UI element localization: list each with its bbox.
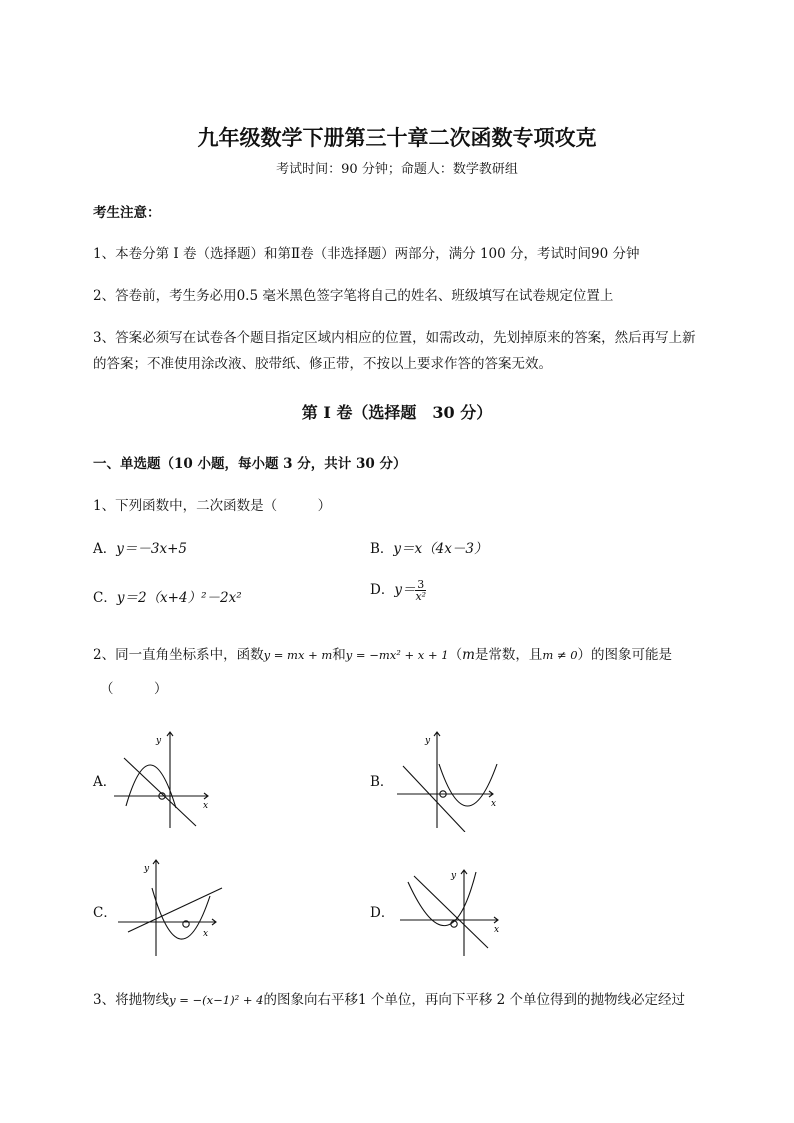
q1-option-c-label: C．: [93, 590, 117, 606]
y-axis-label: y: [144, 864, 150, 874]
y-axis-label: y: [425, 736, 431, 746]
q1-option-d-denominator: x²: [415, 590, 427, 603]
q2-option-b-label: B．: [370, 774, 394, 790]
q1-option-d-fraction: [415, 579, 426, 602]
q1-option-d: [370, 578, 426, 602]
q2-graph-a: [112, 728, 222, 832]
q2-cond-text: 是常数，且: [474, 647, 543, 663]
notice-item-3: 3、答案必须写在试卷各个题目指定区域内相应的位置，如需改动，先划掉原来的答案，然后再写上新: [93, 330, 696, 346]
q1-option-a-label: A．: [93, 541, 117, 557]
q2-cond-expr: m ≠ 0: [542, 648, 578, 662]
q2-func2: y = −mx² + x + 1: [345, 648, 449, 662]
q1-option-a-expr: y＝－3x+5: [116, 541, 187, 557]
section-title: 第 I 卷（选择题 30 分）: [301, 403, 493, 422]
q3-stem: [93, 988, 685, 1008]
q1-option-d-label: D．: [370, 582, 395, 598]
q1-option-c-expr: y＝2（x+4）²－2x²: [116, 590, 242, 606]
x-axis-label: x: [203, 929, 209, 939]
q2-option-d-label: D．: [370, 905, 395, 921]
y-axis-label: y: [451, 871, 457, 881]
q2-func1: y = mx + m: [263, 648, 333, 662]
q3-stem-prefix: 3、将抛物线: [93, 992, 170, 1008]
parabola-graph: [126, 765, 176, 808]
q2-stem-suffix: ）的图象可能是: [577, 647, 673, 663]
q2-stem: [93, 643, 672, 663]
q2-and: 和: [332, 647, 346, 663]
line-graph: [124, 758, 196, 826]
y-axis-label: y: [156, 736, 162, 746]
q1-option-d-numerator: 3: [417, 578, 425, 591]
q1-stem: 1、下列函数中，二次函数是（ ）: [93, 498, 332, 514]
q2-option-a-label: A．: [93, 774, 117, 790]
q2-answer-blank: （ ）: [100, 681, 168, 697]
q3-expr: y = −(x−1)² + 4: [169, 993, 264, 1007]
x-axis-label: x: [491, 799, 497, 809]
line-graph: [128, 888, 222, 932]
parabola-graph: [439, 764, 497, 806]
q2-paren-open: （: [448, 647, 463, 663]
q1-option-c: [93, 586, 242, 606]
notice-item-2: 2、答卷前，考生务必用0.5 毫米黑色签字笔将自己的姓名、班级填写在试卷规定位置上: [93, 288, 614, 304]
x-axis-label: x: [203, 801, 209, 811]
q1-option-a: [93, 537, 187, 557]
q3-stem-suffix: 的图象向右平移1 个单位，再向下平移 2 个单位得到的抛物线必定经过: [263, 992, 686, 1008]
part-title: 一、单选题（10 小题，每小题 3 分，共计 30 分）: [93, 456, 407, 472]
q2-m-var: m: [462, 647, 475, 663]
q2-graph-c: [116, 856, 228, 960]
q1-option-b-label: B．: [370, 541, 394, 557]
q1-option-b-expr: y＝x（4x－3）: [393, 541, 488, 557]
x-axis-label: x: [494, 925, 500, 935]
parabola-graph: [152, 888, 210, 939]
q2-stem-prefix: 2、同一直角坐标系中，函数: [93, 647, 264, 663]
page-title: 九年级数学下册第三十章二次函数专项攻克: [197, 125, 597, 150]
q1-option-b: [370, 537, 487, 557]
notice-heading: 考生注意：: [93, 205, 161, 221]
q2-graph-d: [396, 856, 508, 960]
q2-option-c-label: C．: [93, 905, 117, 921]
notice-item-3-cont: 的答案；不准使用涂改液、胶带纸、修正带，不按以上要求作答的答案无效。: [93, 356, 552, 372]
exam-info: 考试时间：90 分钟；命题人：数学教研组: [276, 162, 518, 177]
q1-option-d-prefix: y＝: [394, 582, 416, 598]
notice-item-1: 1、本卷分第 I 卷（选择题）和第Ⅱ卷（非选择题）两部分，满分 100 分，考试时间90 分钟: [93, 246, 640, 262]
q2-graph-b: [393, 728, 505, 832]
